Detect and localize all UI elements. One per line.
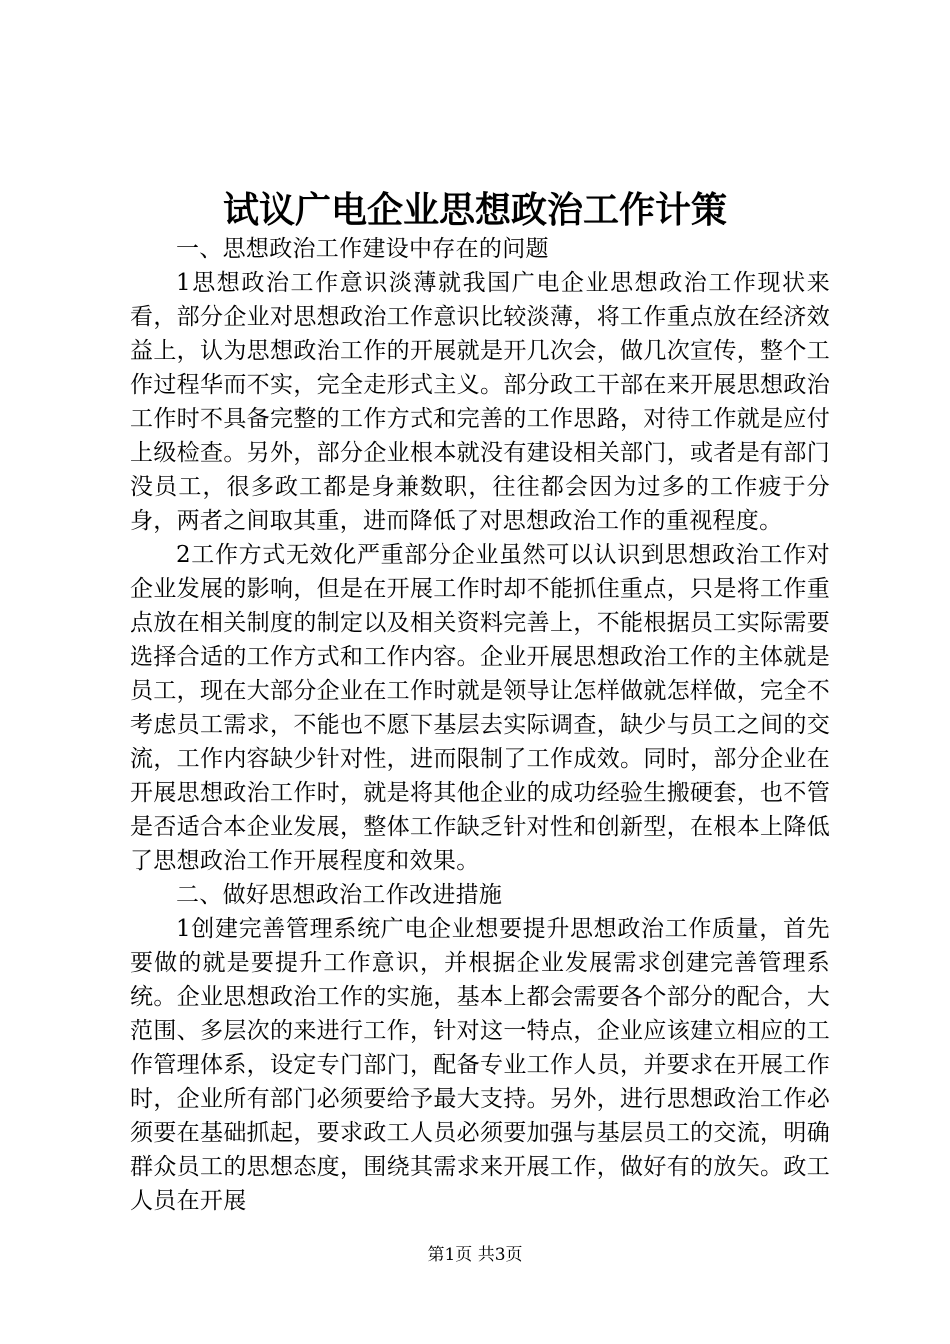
paragraph-3: 1创建完善管理系统广电企业想要提升思想政治工作质量，首先要做的就是要提升工作意识，并根据企业发展需求创建完善管理系统。企业思想政治工作的实施，基本上都会需要各个部分的配合，大范围、多层次的来进行工作，针对这一特点，企业应该建立相应的工作管理体系，设定专门部门，配备专业工作人员，并要求在开展工作时，企业所有部门必须要给予最大支持。另外，进行思想政治工作必须要在基础抓起，要求政工人员必须要加强与基层员工的交流，明确群众员工的思想态度，围绕其需求来开展工作，做好有的放矢。政工人员在开展 bbox=[130, 916, 830, 1214]
page-total: 共3页 bbox=[477, 1245, 523, 1265]
page-number: 第1页 bbox=[427, 1245, 473, 1265]
document-title: 试议广电企业思想政治工作计策 bbox=[222, 189, 727, 231]
page-footer bbox=[0, 1243, 950, 1267]
paragraph-2: 2工作方式无效化严重部分企业虽然可以认识到思想政治工作对企业发展的影响，但是在开展工作时却不能抓住重点，只是将工作重点放在相关制度的制定以及相关资料完善上，不能根据员工实际需要选择合适的工作方式和工作内容。企业开展思想政治工作的主体就是员工，现在大部分企业在工作时就是领导让怎样做就怎样做，完全不考虑员工需求，不能也不愿下基层去实际调查，缺少与员工之间的交流，工作内容缺少针对性，进而限制了工作成效。同时，部分企业在开展思想政治工作时，就是将其他企业的成功经验生搬硬套，也不管是否适合本企业发展，整体工作缺乏针对性和创新型，在根本上降低了思想政治工作开展程度和效果。 bbox=[130, 542, 830, 874]
section-heading-2: 二、做好思想政治工作改进措施 bbox=[176, 882, 503, 908]
document-body bbox=[130, 232, 830, 1218]
section-heading-1: 一、思想政治工作建设中存在的问题 bbox=[176, 236, 549, 262]
paragraph-1: 1思想政治工作意识淡薄就我国广电企业思想政治工作现状来看，部分企业对思想政治工作意识比较淡薄，将工作重点放在经济效益上，认为思想政治工作的开展就是开几次会，做几次宣传，整个工作过程华而不实，完全走形式主义。部分政工干部在来开展思想政治工作时不具备完整的工作方式和完善的工作思路，对待工作就是应付上级检查。另外，部分企业根本就没有建设相关部门，或者是有部门没员工，很多政工都是身兼数职，往往都会因为过多的工作疲于分身，两者之间取其重，进而降低了对思想政治工作的重视程度。 bbox=[130, 270, 830, 534]
